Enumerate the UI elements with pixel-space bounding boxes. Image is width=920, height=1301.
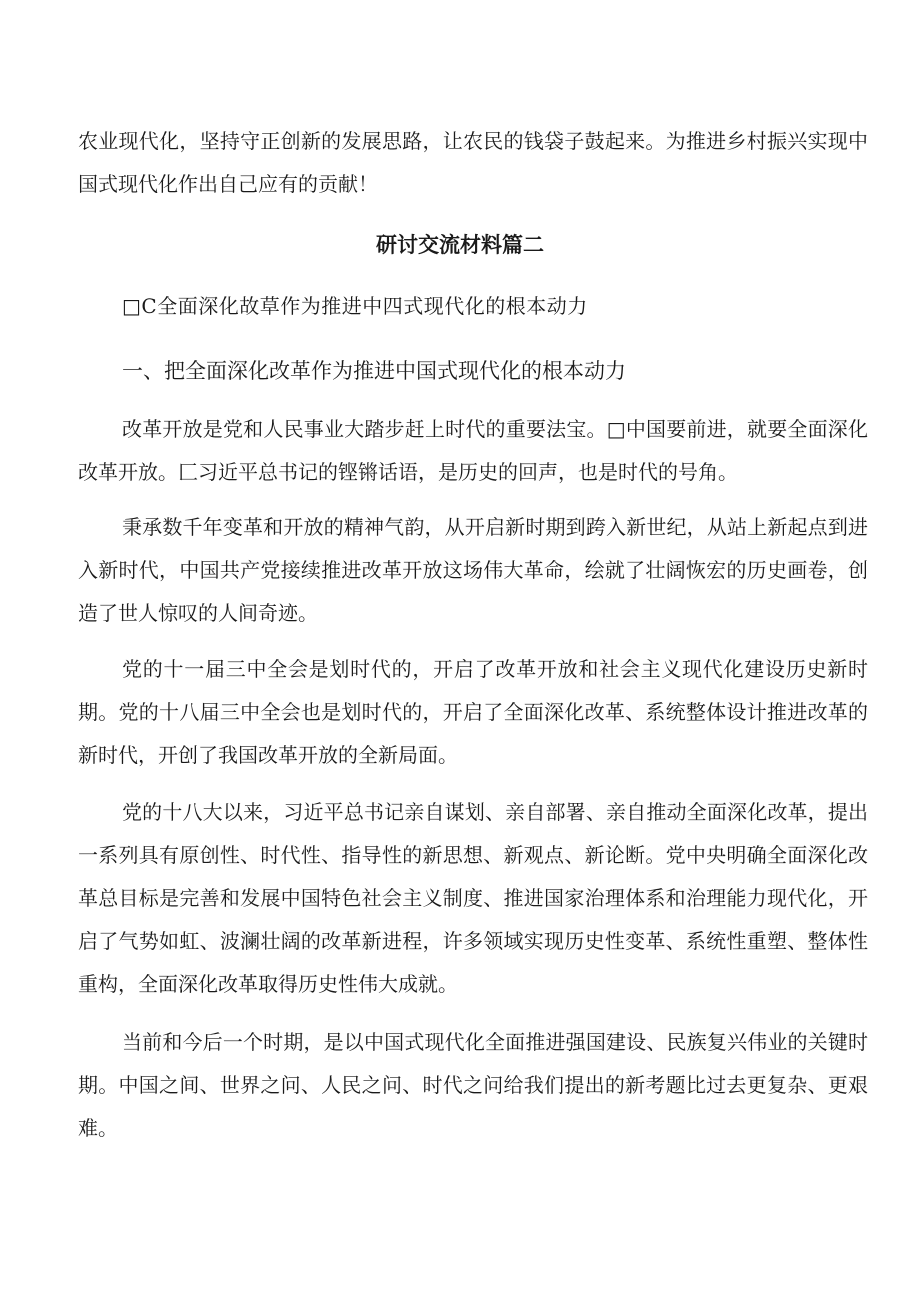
body-paragraph: 当前和今后一个时期，是以中国式现代化全面推进强国建设、民族复兴伟业的关键时期。中国之间、世界之问、人民之问、时代之问给我们提出的新考题比过去更复杂、更艰难。 (78, 1030, 868, 1140)
body-paragraph: 秉承数千年变革和开放的精神气韵，从开启新时期到跨入新世纪，从站上新起点到进入新时代，中国共产党接续推进改革开放这场伟大革命，绘就了壮阔恢宏的历史画卷，创造了世人惊叹的人间奇迹。 (78, 515, 868, 625)
body-paragraph: 改革开放是党和人民事业大踏步赶上时代的重要法宝。□中国要前进，就要全面深化改革开放。匚习近平总书记的铿锵话语，是历史的回声，也是时代的号角。 (78, 417, 868, 484)
continuation-paragraph: 农业现代化，坚持守正创新的发展思路，让农民的钱袋子鼓起来。为推进乡村振兴实现中国式现代化作出自己应有的贡献！ (78, 129, 868, 196)
body-paragraph: 党的十八大以来，习近平总书记亲自谋划、亲自部署、亲自推动全面深化改革，提出一系列具有原创性、时代性、指导性的新思想、新观点、新论断。党中央明确全面深化改革总目标是完善和发展中国特色社会主义制度、推进国家治理体系和治理能力现代化，开启了气势如虹、波澜壮阔的改革新进程，许多领域实现历史性变革、系统性重塑、整体性重构，全面深化改革取得历史性伟大成就。 (78, 800, 868, 996)
body-paragraph: 党的十一届三中全会是划时代的，开启了改革开放和社会主义现代化建设历史新时期。党的十八届三中全会也是划时代的，开启了全面深化改革、系统整体设计推进改革的新时代，开创了我国改革开放的全新局面。 (78, 657, 868, 767)
document-subtitle: □C全面深化故草作为推进中四式现代化的根本动力 (122, 294, 588, 318)
document-title: 研讨交流材料篇二 (376, 233, 544, 257)
section-heading: 一、把全面深化改革作为推进中国式现代化的根本动力 (122, 359, 626, 383)
